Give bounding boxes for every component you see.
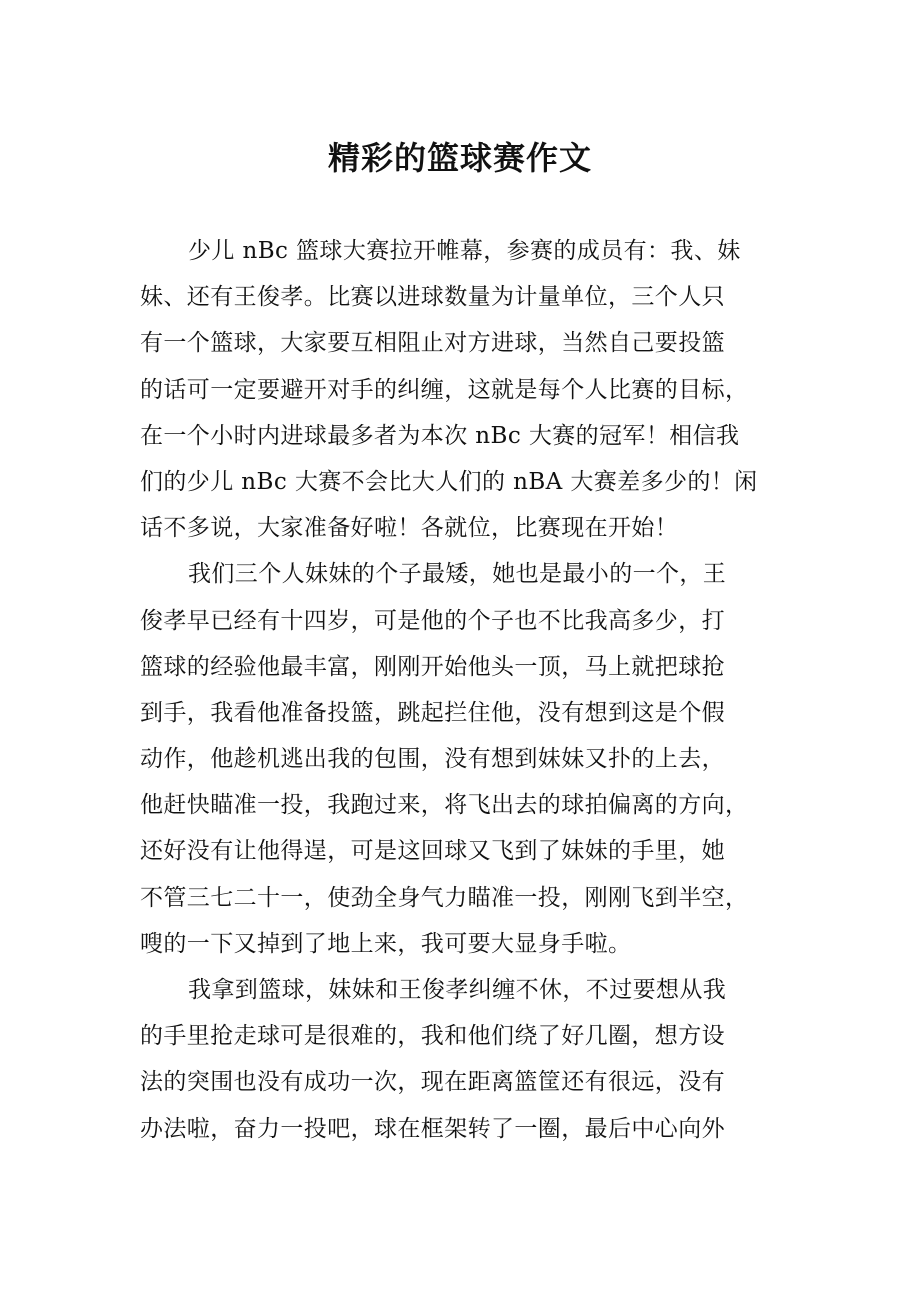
text-line: 我们三个人妹妹的个子最矮，她也是最小的一个，王 <box>188 561 727 588</box>
text-line: 我拿到篮球，妹妹和王俊孝纠缠不休，不过要想从我 <box>188 977 727 1003</box>
document-body <box>140 228 790 1152</box>
text-line: 在一个小时内进球最多者为本次 nBc 大赛的冠军！相信我 <box>140 422 740 449</box>
paragraph-3 <box>140 967 790 1152</box>
text-line: 不管三七二十一，使劲全身气力瞄准一投，刚刚飞到半空， <box>140 884 749 911</box>
text-line: 篮球的经验他最丰富，刚刚开始他头一顶，马上就把球抢 <box>140 653 725 680</box>
paragraph-2 <box>140 551 790 967</box>
text-line: 嗖的一下又掉到了地上来，我可要大显身手啦。 <box>140 930 632 957</box>
text-line: 的话可一定要避开对手的纠缠，这就是每个人比赛的目标， <box>140 376 749 403</box>
text-line: 有一个篮球，大家要互相阻止对方进球，当然自己要投篮 <box>140 330 725 357</box>
text-line: 少儿 nBc 篮球大赛拉开帷幕，参赛的成员有：我、妹 <box>188 238 741 264</box>
text-line: 俊孝早已经有十四岁，可是他的个子也不比我高多少，打 <box>140 607 725 634</box>
text-line: 办法啦，奋力一投吧，球在框架转了一圈，最后中心向外 <box>140 1115 725 1142</box>
text-line: 到手，我看他准备投篮，跳起拦住他，没有想到这是个假 <box>140 699 725 726</box>
paragraph-1 <box>140 228 790 551</box>
text-line: 他赶快瞄准一投，我跑过来，将飞出去的球拍偏离的方向， <box>140 792 749 819</box>
text-line: 还好没有让他得逞，可是这回球又飞到了妹妹的手里，她 <box>140 838 725 865</box>
text-line: 动作，他趁机逃出我的包围，没有想到妹妹又扑的上去， <box>140 746 725 773</box>
text-line: 的手里抢走球可是很难的，我和他们绕了好几圈，想方设 <box>140 1023 725 1050</box>
document-title: 精彩的篮球赛作文 <box>327 139 592 178</box>
text-line: 话不多说，大家准备好啦！各就位，比赛现在开始！ <box>140 515 679 542</box>
text-line: 们的少儿 nBc 大赛不会比大人们的 nBA 大赛差多少的！闲 <box>140 468 758 495</box>
text-line: 法的突围也没有成功一次，现在距离篮筐还有很远，没有 <box>140 1069 725 1096</box>
text-line: 妹、还有王俊孝。比赛以进球数量为计量单位，三个人只 <box>140 284 725 311</box>
